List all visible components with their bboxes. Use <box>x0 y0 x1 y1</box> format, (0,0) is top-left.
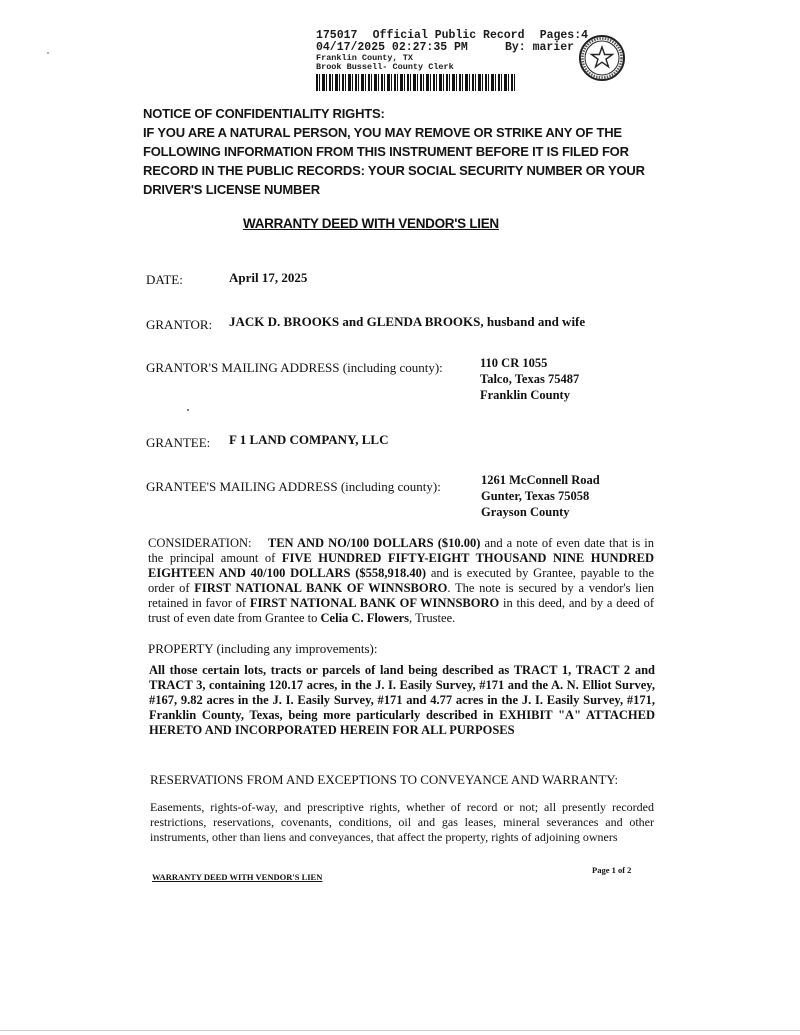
consideration-label: CONSIDERATION: <box>148 536 252 550</box>
county-seal-icon <box>578 34 626 82</box>
scan-edge <box>0 1030 800 1031</box>
confidentiality-notice <box>143 104 663 199</box>
date-label: DATE: <box>146 272 183 287</box>
grantee-address-line1: 1261 McConnell Road <box>481 473 600 487</box>
grantor-address-line3: Franklin County <box>480 388 570 402</box>
consideration-text-4: in this deed, and by a deed of trust of even date from Grantee to <box>148 596 654 625</box>
page-count: Pages:4 <box>539 29 588 42</box>
grantor-address-line1: 110 CR 1055 <box>480 356 548 370</box>
grantor-address-line2: Talco, Texas 75487 <box>480 372 580 386</box>
consideration-text-3: . The note is secured by a vendor's lien retained in favor of <box>148 581 654 610</box>
property-label: PROPERTY (including any improvements): <box>148 641 378 656</box>
trustee-name: Celia C. Flowers <box>320 611 410 625</box>
record-type: Official Public Record <box>372 29 525 42</box>
barcode <box>316 74 516 91</box>
consideration-text-2: and is executed by Grantee, payable to the order of <box>148 566 654 595</box>
reservations-text: Easements, rights-of-way, and prescriptive rights, whether of record or not; all presently recorded restrictions, reservations, covenants, conditions, oil and gas leases, mineral severances and other instruments, other than liens and conveyances, that affect the property, rights of adjoining owners <box>150 800 654 844</box>
record-datetime: 04/17/2025 02:27:35 PM <box>316 41 468 54</box>
grantee-address-label: GRANTEE'S MAILING ADDRESS (including county): <box>146 479 441 494</box>
county-clerk: Brook Bussell- County Clerk <box>316 62 454 72</box>
consideration-paragraph <box>148 536 654 626</box>
grantor-value: JACK D. BROOKS and GLENDA BROOKS, husband and wife <box>229 314 586 329</box>
grantor-label: GRANTOR: <box>146 317 213 332</box>
notice-body: IF YOU ARE A NATURAL PERSON, YOU MAY REMOVE OR STRIKE ANY OF THE FOLLOWING INFORMATION FROM THIS INSTRUMENT BEFORE IT IS FILED FOR RECORD IN THE PUBLIC RECORDS: YOUR SOCIAL SECURITY NUMBER OR YOUR DRIVER'S LICENSE NUMBER <box>143 125 645 197</box>
document-title: WARRANTY DEED WITH VENDOR'S LIEN <box>243 216 499 231</box>
grantee-label: GRANTEE: <box>146 435 211 450</box>
scan-speck <box>187 409 189 411</box>
grantor-address <box>480 355 579 403</box>
footer-title: WARRANTY DEED WITH VENDOR'S LIEN <box>152 872 323 882</box>
consideration-text-1: and a note of even date that is in the principal amount of <box>148 536 655 565</box>
grantee-address-line2: Gunter, Texas 75058 <box>481 489 590 503</box>
consideration-text-5: , Trustee. <box>409 611 456 625</box>
lienholder-name: FIRST NATIONAL BANK OF WINNSBORO <box>249 596 500 610</box>
consideration-amount: TEN AND NO/100 DOLLARS ($10.00) <box>267 536 481 550</box>
property-description: All those certain lots, tracts or parcels of land being described as TRACT 1, TRACT 2 and TRACT 3, containing 120.17 acres, in the J. I. Easily Survey, #171 and the A. N. Elliot Survey, #167, 9.82 acres in the J. I. Easily Survey, #171 and 4.77 acres in the J. I. Easily Survey, #171, Franklin County, Texas, being more particularly described in EXHIBIT "A" ATTACHED HERETO AND INCORPORATED HEREIN FOR ALL PURPOSES <box>149 663 655 737</box>
scan-speck <box>47 52 49 54</box>
county: Franklin County, TX <box>316 53 413 63</box>
notice-heading: NOTICE OF CONFIDENTIALITY RIGHTS: <box>143 106 385 121</box>
doc-number: 175017 <box>316 29 358 42</box>
grantee-address <box>481 472 600 520</box>
reservations-label: RESERVATIONS FROM AND EXCEPTIONS TO CONVEYANCE AND WARRANTY: <box>150 772 619 787</box>
lender-name: FIRST NATIONAL BANK OF WINNSBORO <box>194 581 448 595</box>
recording-stamp <box>316 30 588 91</box>
grantee-value: F 1 LAND COMPANY, LLC <box>229 432 389 447</box>
note-amount: FIVE HUNDRED FIFTY-EIGHT THOUSAND NINE HUNDRED EIGHTEEN AND 40/100 DOLLARS ($558,918.40) <box>148 551 655 580</box>
date-value: April 17, 2025 <box>229 270 308 285</box>
grantee-address-line3: Grayson County <box>481 505 570 519</box>
recorded-by: By: marier <box>504 41 574 54</box>
page-number: Page 1 of 2 <box>592 865 632 875</box>
grantor-address-label: GRANTOR'S MAILING ADDRESS (including county): <box>146 360 443 375</box>
